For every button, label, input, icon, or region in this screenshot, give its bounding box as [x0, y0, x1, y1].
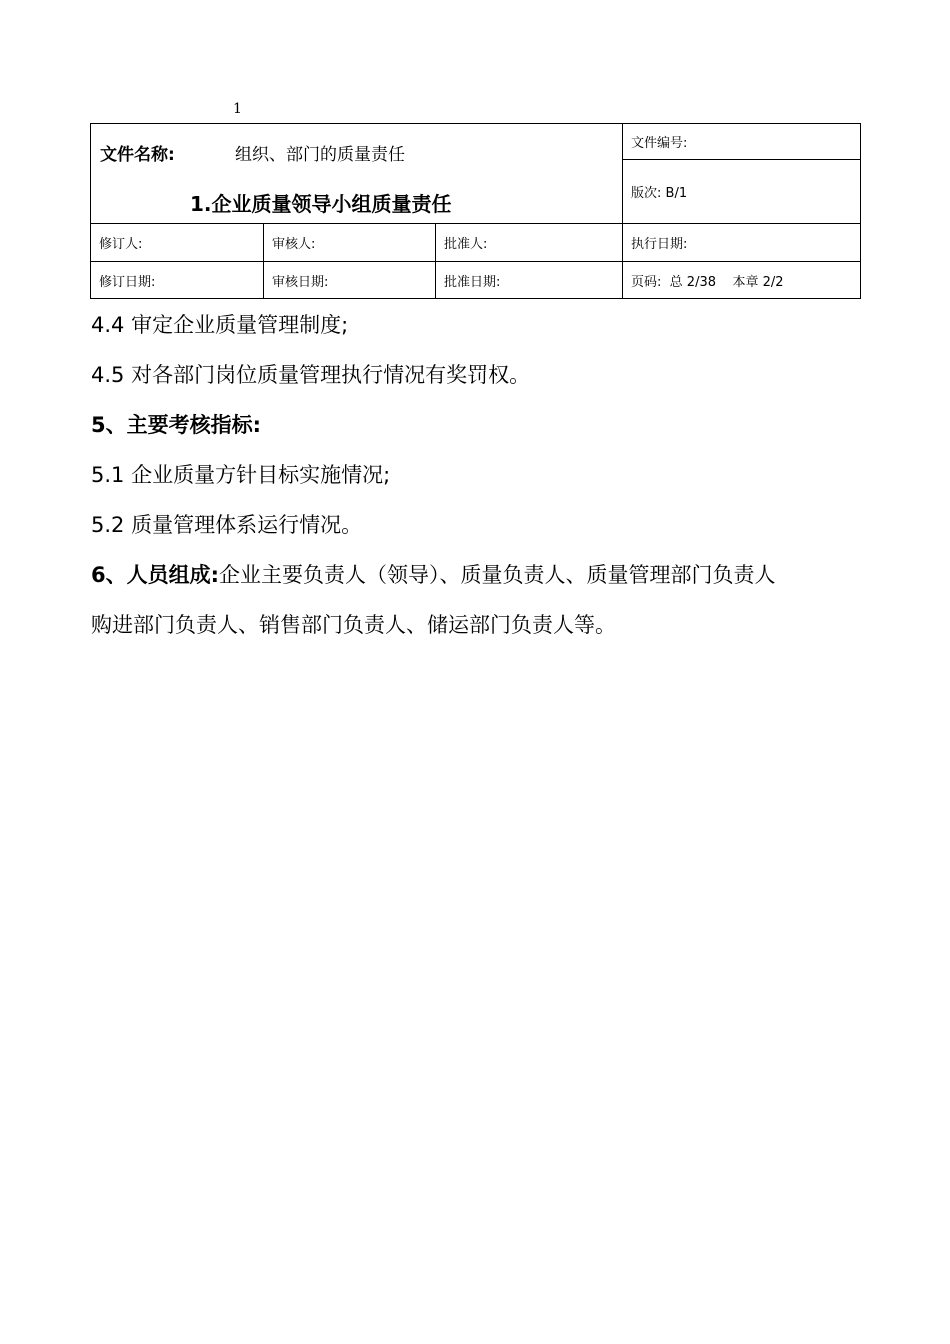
approval-date-cell: 批准日期: [436, 262, 623, 299]
document-body [91, 300, 871, 650]
page-number: 1 [233, 101, 242, 117]
reviewer-cell: 审核人: [264, 224, 436, 262]
file-name-value: 组织、部门的质量责任 [235, 145, 405, 165]
approver-cell: 批准人: [436, 224, 623, 262]
file-number-cell: 文件编号: [623, 124, 861, 160]
page-code-cell: 页码: 总 2/38 本章 2/2 [623, 262, 861, 299]
section-6-text-line1: 企业主要负责人（领导）、质量负责人、质量管理部门负责人 [219, 563, 776, 587]
review-date-cell: 审核日期: [264, 262, 436, 299]
section-5-heading: 5、主要考核指标: [91, 413, 262, 437]
title-cell [91, 124, 623, 224]
revised-by-cell: 修订人: [91, 224, 264, 262]
paragraph-4-4: 4.4 审定企业质量管理制度; [91, 313, 349, 337]
section-6-heading: 6、人员组成: [91, 563, 220, 587]
file-name-label: 文件名称: [100, 145, 175, 165]
paragraph-4-5: 4.5 对各部门岗位质量管理执行情况有奖罚权。 [91, 363, 531, 387]
version-cell: 版次: B/1 [623, 160, 861, 224]
paragraph-5-1: 5.1 企业质量方针目标实施情况; [91, 463, 391, 487]
paragraph-5-2: 5.2 质量管理体系运行情况。 [91, 513, 363, 537]
document-title: 1.企业质量领导小组质量责任 [190, 192, 452, 216]
revised-date-cell: 修订日期: [91, 262, 264, 299]
paragraph-6 [91, 550, 871, 600]
document-header-table [90, 123, 861, 299]
effective-date-cell: 执行日期: [623, 224, 861, 262]
paragraph-6-continued: 购进部门负责人、销售部门负责人、储运部门负责人等。 [91, 613, 616, 637]
